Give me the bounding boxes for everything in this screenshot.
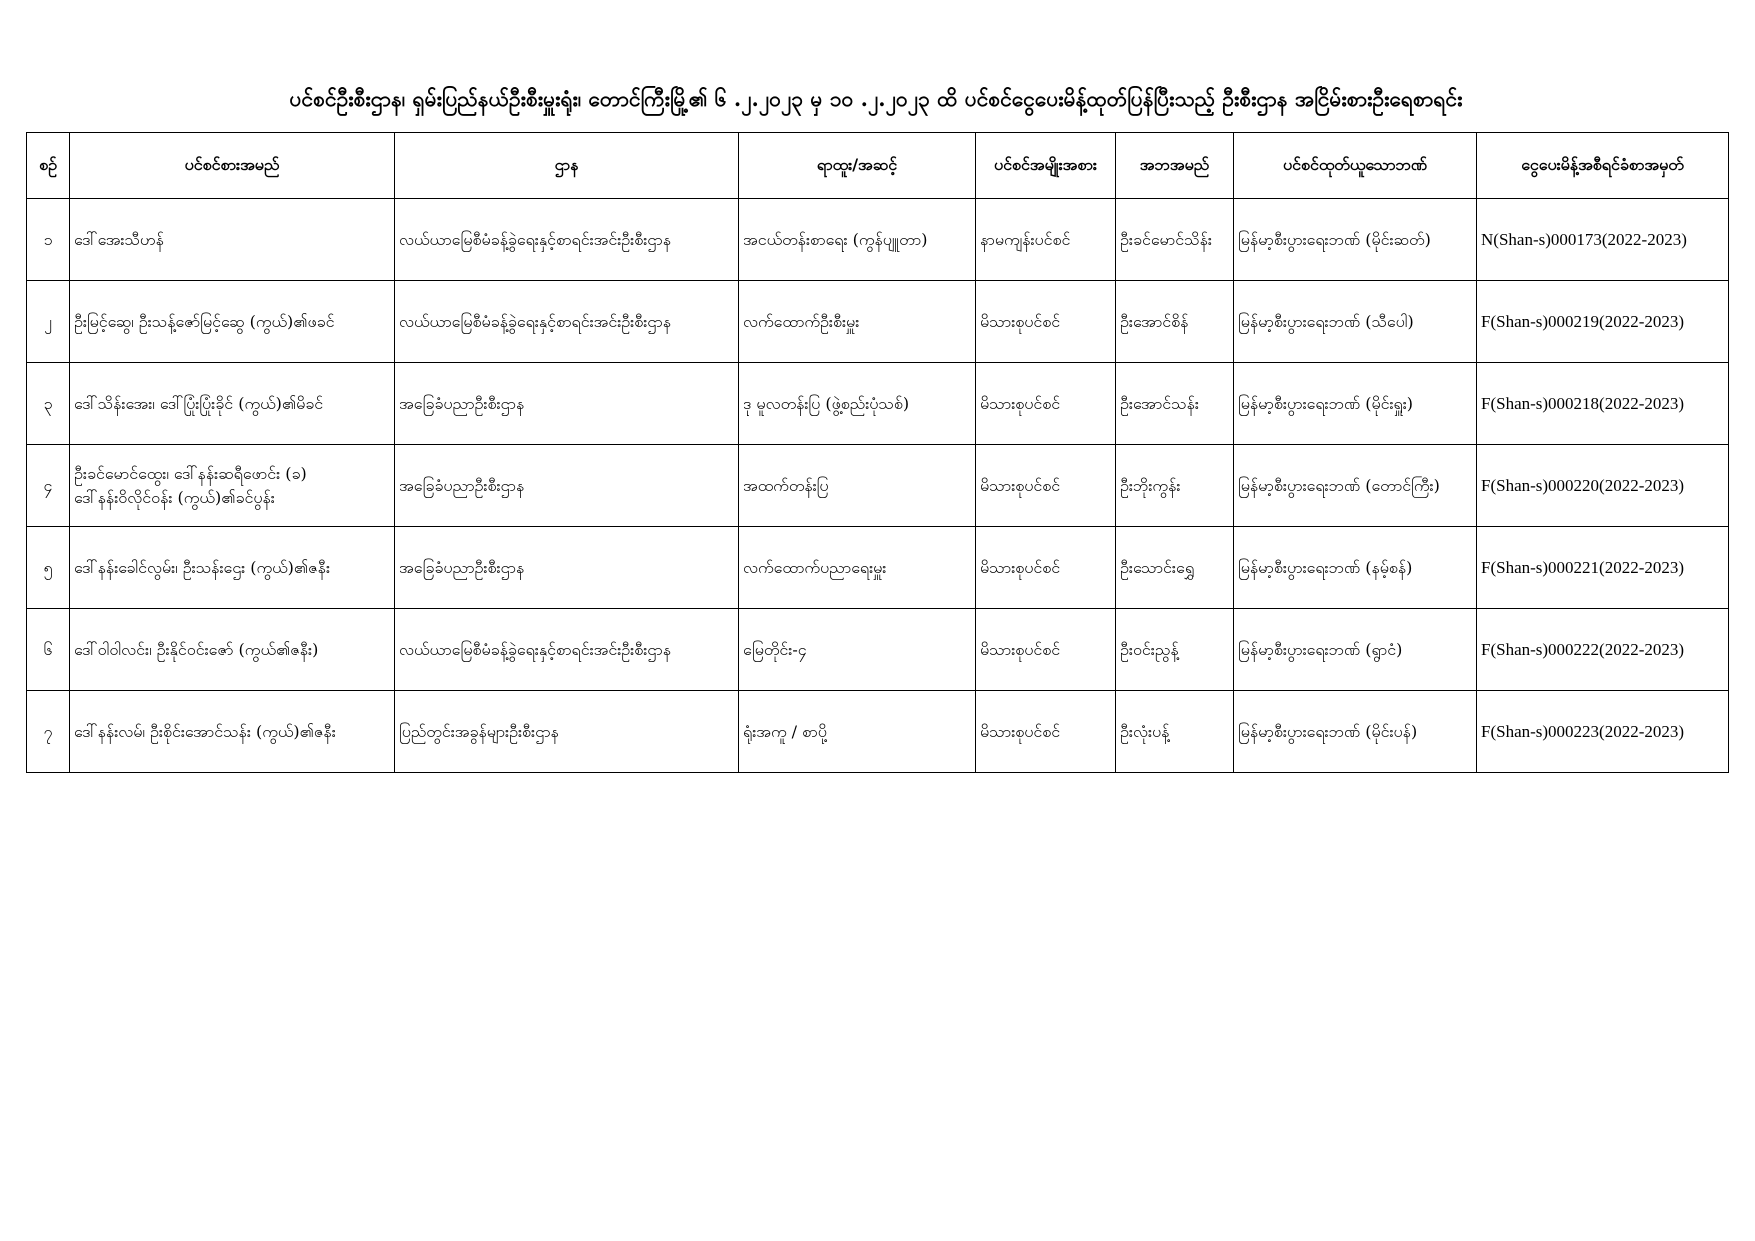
department-cell: အခြေခံပညာဦးစီးဌာန [395,363,739,445]
serial-cell: ၁ [27,199,70,281]
bank-cell: မြန်မာ့စီးပွားရေးဘဏ် (နမ့်စန်) [1234,527,1477,609]
department-cell: ပြည်တွင်းအခွန်များဦးစီးဌာန [395,691,739,773]
pensioner-name-cell [70,527,395,609]
father-name-cell: ဦးသောင်းရွှေ [1116,527,1234,609]
position-cell: ရုံးအကူ / စာပို့ [739,691,976,773]
pension-type-cell: မိသားစုပင်စင် [976,445,1116,527]
name-line: ဒေါ်နန်းခေါင်လွမ်း၊ ဦးသန်းဌေး (ကွယ်)၏ဇနီး [74,557,331,577]
department-cell: အခြေခံပညာဦးစီးဌာန [395,445,739,527]
table-row [27,281,1729,363]
department-cell: အခြေခံပညာဦးစီးဌာန [395,527,739,609]
report-number-cell: F(Shan-s)000221(2022-2023) [1477,527,1729,609]
report-number-cell: F(Shan-s)000219(2022-2023) [1477,281,1729,363]
serial-cell: ၄ [27,445,70,527]
pension-type-cell: မိသားစုပင်စင် [976,609,1116,691]
pension-type-cell: မိသားစုပင်စင် [976,527,1116,609]
father-name-cell: ဦးဝင်းညွန့် [1116,609,1234,691]
serial-cell: ၇ [27,691,70,773]
name-line: ဒေါ်နန်းဝိလိုင်ဝန်း (ကွယ်)၏ခင်ပွန်း [74,487,275,507]
bank-cell: မြန်မာ့စီးပွားရေးဘဏ် (တောင်ကြီး) [1234,445,1477,527]
serial-cell: ၆ [27,609,70,691]
pensioner-name-cell [70,199,395,281]
table-row [27,199,1729,281]
bank-cell: မြန်မာ့စီးပွားရေးဘဏ် (မိုင်းရှူး) [1234,363,1477,445]
position-cell: မြေတိုင်း-၄ [739,609,976,691]
table-row [27,445,1729,527]
header-pension-type: ပင်စင်အမျိုးအစား [976,133,1116,199]
name-line: ဒေါ်သိန်းအေး၊ ဒေါ်ပြုံးပြုံးခိုင် (ကွယ်)၏မိခင် [74,393,324,413]
pension-type-cell: နာမကျန်းပင်စင် [976,199,1116,281]
name-line: ဒေါ်အေးသီဟန် [74,229,164,249]
bank-cell: မြန်မာ့စီးပွားရေးဘဏ် (သီပေါ) [1234,281,1477,363]
page-title: ပင်စင်ဦးစီးဌာန၊ ရှမ်းပြည်နယ်ဦးစီးမှူးရုံး၊ တောင်ကြီးမြို့၏ ၆ .၂.၂၀၂၃ မှ ၁၀ .၂.၂၀၂၃ ထိ ပင်စင်ငွေပေးမိန့်ထုတ်ပြန်ပြီးသည့် ဦးစီးဌာန အငြိမ်းစားဦးရေစာရင်း [289,86,1463,111]
serial-cell: ၃ [27,363,70,445]
bank-cell: မြန်မာ့စီးပွားရေးဘဏ် (မိုင်းပန်) [1234,691,1477,773]
pensioner-name-cell [70,363,395,445]
father-name-cell: ဦးအောင်စိန် [1116,281,1234,363]
name-line: ဒေါ်နန်းလမ်၊ ဦးစိုင်းအောင်သန်း (ကွယ်)၏ဇနီး [74,721,336,741]
name-line: ဒေါ်ဝါဝါလင်း၊ ဦးနိုင်ဝင်းဇော် (ကွယ်၏ဇနီး) [74,639,319,659]
header-bank: ပင်စင်ထုတ်ယူသောဘဏ် [1234,133,1477,199]
position-cell: ဒု မူလတန်းပြ (ဖွဲ့စည်းပုံသစ်) [739,363,976,445]
father-name-cell: ဦးလုံးပန့် [1116,691,1234,773]
position-cell: အငယ်တန်းစာရေး (ကွန်ပျူတာ) [739,199,976,281]
department-cell: လယ်ယာမြေစီမံခန့်ခွဲရေးနှင့်စာရင်းအင်းဦးစီးဌာန [395,281,739,363]
header-row [27,133,1729,199]
table-row [27,609,1729,691]
position-cell: လက်ထောက်ပညာရေးမှူး [739,527,976,609]
header-report-number: ငွေပေးမိန့်အစီရင်ခံစာအမှတ် [1477,133,1729,199]
department-cell: လယ်ယာမြေစီမံခန့်ခွဲရေးနှင့်စာရင်းအင်းဦးစီးဌာန [395,199,739,281]
pension-type-cell: မိသားစုပင်စင် [976,691,1116,773]
report-number-cell: F(Shan-s)000222(2022-2023) [1477,609,1729,691]
table-row [27,691,1729,773]
father-name-cell: ဦးခင်မောင်သိန်း [1116,199,1234,281]
serial-cell: ၅ [27,527,70,609]
header-department: ဌာန [395,133,739,199]
pension-roster-table [26,132,1729,773]
position-cell: လက်ထောက်ဦးစီးမှူး [739,281,976,363]
department-cell: လယ်ယာမြေစီမံခန့်ခွဲရေးနှင့်စာရင်းအင်းဦးစီးဌာန [395,609,739,691]
bank-cell: မြန်မာ့စီးပွားရေးဘဏ် (မိုင်းဆတ်) [1234,199,1477,281]
table-body [27,199,1729,773]
father-name-cell: ဦးဘိုးကွန်း [1116,445,1234,527]
serial-cell: ၂ [27,281,70,363]
bank-cell: မြန်မာ့စီးပွားရေးဘဏ် (ရွာငံ) [1234,609,1477,691]
report-number-cell: F(Shan-s)000223(2022-2023) [1477,691,1729,773]
pension-type-cell: မိသားစုပင်စင် [976,281,1116,363]
pensioner-name-cell [70,445,395,527]
table-row [27,527,1729,609]
pensioner-name-cell [70,609,395,691]
header-serial: စဉ် [27,133,70,199]
table-row [27,363,1729,445]
name-line: ဦးခင်မောင်ထွေး၊ ဒေါ်နန်းဆရီဖောင်း (ခ) [74,463,307,483]
header-position: ရာထူး/အဆင့် [739,133,976,199]
pension-type-cell: မိသားစုပင်စင် [976,363,1116,445]
report-number-cell: F(Shan-s)000218(2022-2023) [1477,363,1729,445]
report-number-cell: N(Shan-s)000173(2022-2023) [1477,199,1729,281]
report-number-cell: F(Shan-s)000220(2022-2023) [1477,445,1729,527]
father-name-cell: ဦးအောင်သန်း [1116,363,1234,445]
pensioner-name-cell [70,691,395,773]
header-father-name: အဘအမည် [1116,133,1234,199]
header-pensioner-name: ပင်စင်စားအမည် [70,133,395,199]
position-cell: အထက်တန်းပြ [739,445,976,527]
name-line: ဦးမြင့်ဆွေ၊ ဦးသန့်ဇော်မြင့်ဆွေ (ကွယ်)၏ဖခင် [74,311,335,331]
pensioner-name-cell [70,281,395,363]
